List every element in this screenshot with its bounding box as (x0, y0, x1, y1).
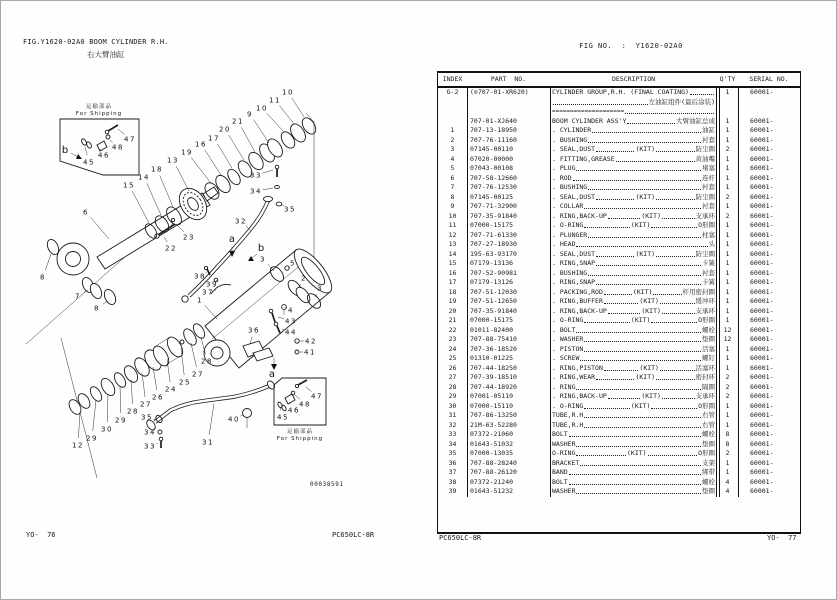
table-row: 3 07145-00110 . SEAL,DUST (KIT) 防尘圈 2 60001- (450, 145, 774, 153)
table-row: 5 07043-00108 . PLUG 堵塞 1 60001- (450, 164, 774, 172)
callout-leader (279, 105, 294, 124)
table-row: 32 21M-63-52280 TUBE,R.H 右管 1 60001- (448, 420, 774, 429)
callout-28: 28 (201, 357, 213, 366)
callout-leader (118, 129, 125, 135)
col-header-description: DESCRIPTION (611, 75, 656, 83)
column-divider (738, 88, 739, 497)
shipping-label-en: For Shipping (75, 111, 123, 117)
callout-leader (78, 412, 80, 438)
callout-10: 10 (282, 88, 294, 97)
callout-46: 46 (288, 406, 300, 415)
table-row: 9 707-71-32900 . COLLAR 衬套 1 60001- (450, 202, 774, 210)
callout-8: 8 (40, 273, 46, 282)
table-row: 12 707-71-61330 . PLUNGER 柱塞 1 60001- (448, 230, 774, 239)
callout-48: 48 (299, 400, 311, 409)
callout-14: 14 (138, 173, 150, 182)
shipping-box-bottom (274, 378, 326, 442)
callout-leader (160, 175, 173, 207)
table-row: 2 707-76-11160 . BUSHING 衬套 1 60001- (450, 135, 774, 144)
callout-25: 25 (179, 378, 191, 387)
callout-leader (176, 166, 189, 191)
model-code-right: PC650LC-8R (439, 534, 482, 542)
col-header-serial-no: SERIAL NO. (749, 75, 789, 83)
callout-leader (263, 170, 273, 173)
table-row: 26 707-44-18250 . RING,PISTON (KIT) 活塞环 1 60001- (448, 363, 774, 372)
callout-leader (292, 98, 304, 117)
callout-leader (120, 386, 121, 413)
table-row: 30 07000-15110 . O-RING (KIT) O形圈 1 60001- (448, 401, 774, 410)
callout-leader (280, 408, 281, 410)
table-row: 20 707-35-91840 . RING,BACK-UP (KIT) 支承环 1 60001- (448, 306, 774, 315)
callout-16: 16 (195, 140, 207, 149)
callout-32: 32 (235, 217, 247, 226)
callout-47: 47 (124, 135, 136, 144)
view-letter-a: a (228, 234, 236, 245)
callout-leader (267, 113, 284, 132)
page-number-right: YO- 77 (767, 534, 797, 542)
column-divider-double (716, 88, 720, 497)
callout-18: 18 (151, 165, 163, 174)
callout-leader (157, 443, 158, 444)
callout-39: 39 (206, 280, 218, 289)
callout-leader (147, 183, 161, 215)
callout-leader (191, 158, 210, 182)
callout-4: 4 (288, 306, 294, 315)
callout-leader (295, 395, 300, 399)
callout-7: 7 (75, 292, 81, 301)
fig-title-zh: 右大臂油缸 (87, 50, 125, 59)
table-row: 35 07000-13035 O-RING (KIT) O形圈 2 60001- (448, 449, 774, 457)
fig-title: FIG.Y1620-02A0 BOOM CYLINDER R.H. (23, 38, 169, 46)
callout-22: 22 (165, 244, 177, 253)
callout-28: 28 (127, 407, 139, 416)
callout-leader (254, 120, 269, 143)
callout-35: 35 (284, 205, 296, 214)
callout-leader (93, 400, 96, 431)
table-row: 15 07179-13136 . RING,SNAP 卡簧 1 60001- (448, 259, 774, 267)
callout-leader (241, 127, 255, 152)
table-row: 29 07001-05110 . RING,BACK-UP (KIT) 支承环 2 60001- (448, 392, 774, 400)
view-letter-b: b (257, 243, 265, 254)
view-letter-a: a (268, 369, 276, 380)
callout-24: 24 (165, 385, 177, 394)
table-header-row (438, 73, 800, 88)
callout-leader (176, 224, 184, 232)
shipping-label-zh: 运输部品 (286, 429, 314, 435)
col-header-part-no: PART NO. (490, 75, 527, 83)
table-row: 34 01643-51032 WASHER 垫圈 8 60001- (448, 439, 774, 448)
callout-leader (206, 272, 207, 273)
drawing-number: 00038591 (310, 481, 344, 488)
callout-33: 33 (250, 171, 262, 180)
callout-10: 10 (256, 104, 268, 113)
table-row: 39 01643-51232 WASHER 垫圈 4 60001- (448, 487, 774, 495)
callout-8: 8 (94, 304, 100, 313)
table-row: 27 707-39-18510 . RING,WEAR (KIT) 密封环 2 60001- (448, 373, 774, 381)
callout-12: 12 (72, 441, 84, 450)
piston-stack (67, 322, 207, 417)
column-divider (467, 88, 468, 497)
table-row: 1 707-13-18950 . CYLINDER 油缸 1 60001- (450, 126, 774, 134)
page-number-left: YO- 76 (26, 531, 56, 539)
callout-leader (240, 415, 243, 416)
table-row: 10 707-35-91840 . RING,BACK-UP (KIT) 支承环 2 60001- (448, 211, 774, 220)
callout-leader (268, 264, 274, 271)
table-row: 13 707-27-18930 . HEAD 头 1 60001- (448, 240, 774, 248)
table-row: 23 707-88-75410 . WASHER 垫圈 12 60001- (448, 335, 774, 343)
callout-23: 23 (183, 233, 195, 242)
callout-leader (132, 191, 149, 223)
callout-40: 40 (228, 415, 240, 424)
table-row: 24 707-36-18520 . PISTON 活塞 1 60001- (448, 344, 774, 353)
callout-34: 34 (144, 428, 156, 437)
callout-leader (191, 343, 196, 367)
table-row: 33 07372-21060 BOLT 螺栓 8 60001- (448, 430, 774, 438)
callout-21: 21 (232, 117, 244, 126)
callout-1: 1 (197, 296, 203, 305)
table-row: 36 707-88-28240 BRACKET 支架 1 60001- (448, 458, 774, 467)
callout-6: 6 (83, 208, 89, 217)
callout-13: 13 (167, 156, 179, 165)
callout-31: 31 (202, 438, 214, 447)
callout-27: 27 (140, 400, 152, 409)
callout-leader (45, 254, 51, 270)
table-row: 11 07000-15175 . O-RING (KIT) O形圈 1 60001- (448, 221, 774, 229)
callout-47: 47 (311, 392, 323, 401)
shipping-label-zh: 运输部品 (85, 104, 113, 110)
callout-45: 45 (277, 413, 289, 422)
callout-leader (85, 147, 87, 155)
callout-46: 46 (98, 151, 110, 160)
table-row: 25 01310-01225 . SCREW 螺钉 1 60001- (448, 354, 774, 362)
callout-leader (205, 305, 217, 319)
table-row: 左油缸组件(最后涂装) (438, 98, 800, 108)
callout-29: 29 (115, 416, 127, 425)
callout-41: 41 (304, 348, 316, 357)
callout-leader (218, 144, 232, 168)
callout-33: 33 (144, 442, 156, 451)
table-row: 4 07020-00000 . FITTING,GREASE 黄油嘴 1 60001- (450, 154, 774, 163)
table-row: 38 07372-21240 BOLT 螺栓 4 60001- (448, 477, 774, 486)
table-row: 18 707-51-12030 . PACKING,ROD (KIT) 杆用密封圈 1 60001- (448, 287, 774, 296)
callout-leader (201, 337, 205, 354)
callout-27: 27 (192, 370, 204, 379)
table-row: 16 707-52-90981 . BUSHING 衬套 1 60001- (448, 268, 774, 277)
callout-leader (306, 387, 312, 392)
callout-leader (205, 150, 221, 175)
table-row: 28 707-44-18920 . RING 隔圈 2 60001- (448, 382, 774, 391)
callout-leader (209, 404, 214, 435)
parts-table (437, 71, 801, 534)
table-row: 6 707-58-12660 . ROD 连杆 1 60001- (450, 173, 774, 182)
callout-3: 3 (317, 284, 323, 293)
callout-45: 45 (83, 158, 95, 167)
callout-leader (164, 237, 167, 242)
table-row: 7 707-76-12530 . BUSHING 衬套 1 60001- (450, 183, 774, 191)
callout-leader (131, 380, 133, 404)
callout-15: 15 (123, 181, 135, 190)
callout-2: 2 (301, 274, 307, 283)
callout-leader (142, 373, 145, 397)
callout-9: 9 (247, 110, 253, 119)
group-bracket-line (306, 113, 322, 266)
column-divider (550, 88, 551, 497)
callout-35: 35 (141, 413, 153, 422)
callout-leader (91, 217, 109, 239)
model-code-left: PC650LC-8R (332, 531, 375, 539)
exploded-diagram (1, 1, 431, 600)
fig-no: FIG NO. : Y1620-02A0 (579, 42, 683, 50)
callout-leader (103, 301, 108, 304)
callout-17: 17 (208, 134, 220, 143)
callout-34: 34 (250, 187, 262, 196)
table-row: 21 07000-15175 . O-RING (KIT) O形圈 1 60001- (448, 316, 774, 324)
callout-5: 5 (290, 259, 296, 268)
table-row: 17 07179-13126 . RING,SNAP 卡簧 1 60001- (448, 278, 774, 286)
table-row: 14 195-63-93170 . SEAL,DUST (KIT) 防尘圈 1 60001- (448, 249, 774, 258)
col-header-qty: Q'TY (719, 75, 736, 83)
table-row: 31 707-86-13250 TUBE,R.H 右管 1 60001- (448, 411, 774, 419)
callout-29: 29 (86, 434, 98, 443)
callout-11: 11 (269, 96, 281, 105)
callout-3: 3 (260, 255, 266, 264)
callout-19: 19 (181, 148, 193, 157)
callout-leader (263, 188, 273, 190)
col-header-index: INDEX (442, 75, 463, 83)
callout-42: 42 (305, 337, 317, 346)
callout-leader (110, 140, 113, 142)
view-letter-b: b (61, 145, 69, 156)
callout-37: 37 (202, 288, 214, 297)
table-row: G-2 (⊙707-01-XR620) CYLINDER GROUP,R.H. (FINAL COATING) 1 60001- (446, 88, 774, 96)
callout-leader (229, 135, 244, 160)
callout-20: 20 (219, 125, 231, 134)
shipping-label-en: For Shipping (276, 436, 324, 442)
callout-44: 44 (285, 328, 297, 337)
table-row: 19 707-51-12650 . RING,BUFFER (KIT) 缓冲环 1 60001- (448, 297, 774, 305)
table-row: 707-01-XJ640 BOOM CYLINDER ASS'Y 大臂油缸总成 1 60001- (470, 116, 774, 125)
callout-48: 48 (112, 143, 124, 152)
table-row: 22 01011-82400 . BOLT 螺栓 12 60001- (448, 325, 774, 334)
callout-26: 26 (152, 393, 164, 402)
callout-38: 38 (194, 272, 206, 281)
callout-leader (107, 394, 108, 422)
callout-30: 30 (101, 425, 113, 434)
table-row: 8 07145-00125 . SEAL,DUST (KIT) 防尘圈 2 60001- (450, 192, 774, 201)
table-row: 37 707-88-26120 BAND 绑带 1 60001- (448, 468, 774, 476)
callout-36: 36 (248, 326, 260, 335)
callout-43: 43 (285, 317, 297, 326)
table-row: ==================== (438, 107, 800, 117)
table-body (438, 88, 800, 497)
